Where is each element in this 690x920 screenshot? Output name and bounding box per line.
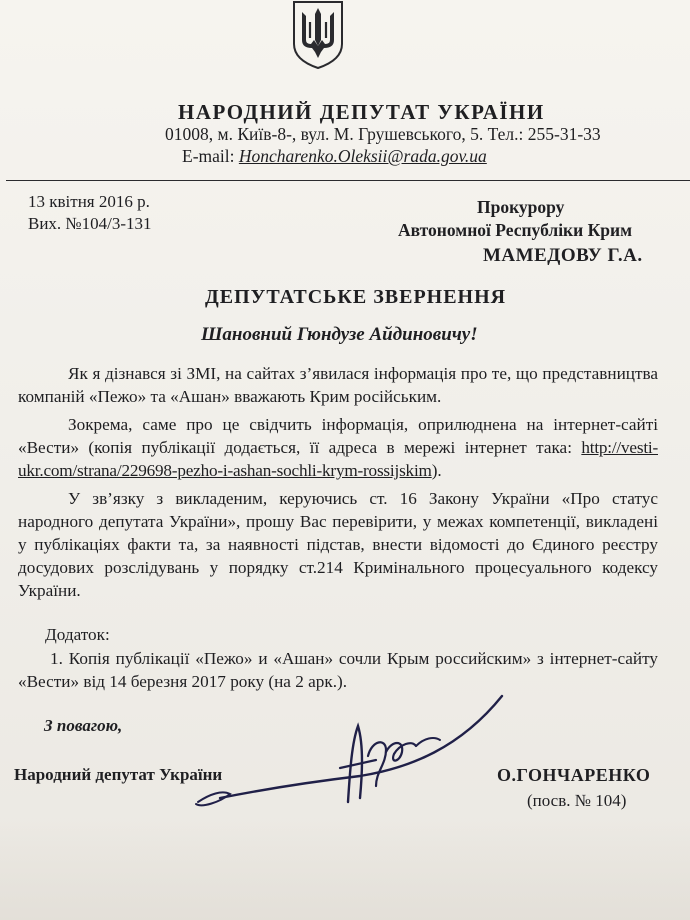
coat-of-arms-icon (288, 0, 348, 70)
email-link[interactable]: Honcharenko.Oleksii@rada.gov.ua (238, 146, 487, 166)
attachment-heading: Додаток: (45, 625, 110, 644)
signer-id: (посв. № 104) (527, 791, 627, 810)
outgoing-number: Вих. №104/3-131 (28, 214, 152, 233)
header-divider (6, 180, 690, 181)
signer-name: О.ГОНЧАРЕНКО (497, 765, 651, 785)
paragraph-2-end: ). (431, 461, 442, 480)
body-paragraph-1: Як я дізнався зі ЗМІ, на сайтах з’явилася інформація про те, що представництва компаній «Пежо» та «Ашан» вважають Крим російським. (18, 364, 658, 406)
greeting: Шановний Гюндузе Айдиновичу! (201, 324, 478, 345)
paragraph-2-text: Зокрема, саме про це свідчить інформація, оприлюднена на інтернет-сайті «Вести» (копія публікації додається, її адреса в мережі інтернет така: (18, 415, 658, 457)
addressee-line-1: Прокурору (477, 197, 565, 217)
header-address: 01008, м. Київ-8-, вул. М. Грушевського, 5. Тел.: 255-31-33 (165, 124, 601, 144)
letter-body (18, 362, 658, 607)
paper-shadow (0, 820, 690, 920)
source-url-link[interactable]: http://vesti-ukr.com/strana/229698-pezho-i-ashan-sochli-krym-rossijskim (18, 438, 658, 480)
addressee-line-2: Автономної Республіки Крим (398, 220, 633, 240)
attachment-item: 1. Копія публікації «Пежо» и «Ашан» сочли Крым российским» з інтернет-сайту «Вести» від 14 березня 2017 року (на 2 арк.). (18, 649, 658, 691)
closing-regards: З повагою, (44, 716, 123, 735)
letter-date: 13 квітня 2016 р. (28, 192, 150, 211)
email-label: E-mail: (182, 146, 235, 166)
body-paragraph-2 (18, 413, 658, 482)
header-email-line (182, 146, 487, 167)
signer-role: Народний депутат України (14, 765, 223, 784)
body-paragraph-3: У зв’язку з викладеним, керуючись ст. 16 Закону України «Про статус народного депутата України», прошу Вас перевірити, у межах компетенції, викладені у публікаціях факти та, за наявності підстав, внести відомості до Єдиного реєстру досудових розслідувань у порядку ст.214 Кримінального процесуального кодексу України. (18, 489, 658, 600)
document-title: ДЕПУТАТСЬКЕ ЗВЕРНЕННЯ (205, 286, 507, 308)
header-title: НАРОДНИЙ ДЕПУТАТ УКРАЇНИ (178, 100, 545, 124)
handwritten-signature (190, 690, 510, 820)
addressee-line-3: МАМЕДОВУ Г.А. (483, 245, 643, 266)
